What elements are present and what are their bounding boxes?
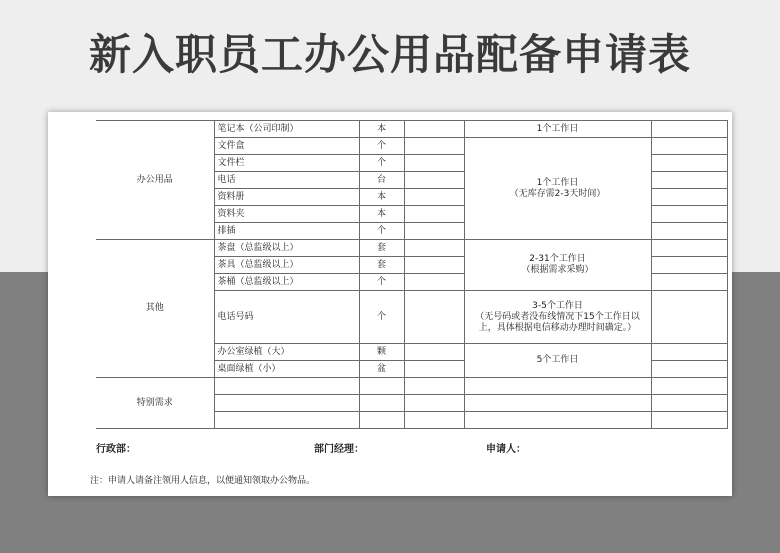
quantity-cell[interactable] <box>404 344 464 361</box>
quantity-cell[interactable] <box>404 378 464 395</box>
quantity-cell[interactable] <box>404 172 464 189</box>
special-unit-cell[interactable] <box>359 395 404 412</box>
remark-cell[interactable] <box>651 274 727 291</box>
remark-cell[interactable] <box>651 138 727 155</box>
quantity-cell[interactable] <box>404 274 464 291</box>
remark-cell[interactable] <box>651 172 727 189</box>
delivery-time-line: 1个工作日 <box>536 177 579 188</box>
remark-cell[interactable] <box>651 189 727 206</box>
quantity-cell[interactable] <box>404 257 464 274</box>
quantity-cell[interactable] <box>404 121 464 138</box>
item-unit: 本 <box>359 189 404 206</box>
item-name: 茶盘（总监级以上） <box>214 240 359 257</box>
quantity-cell[interactable] <box>404 395 464 412</box>
quantity-cell[interactable] <box>404 223 464 240</box>
category-other: 其他 <box>96 240 214 378</box>
item-unit: 套 <box>359 257 404 274</box>
manager-signature-label: 部门经理： <box>314 444 364 455</box>
quantity-cell[interactable] <box>404 189 464 206</box>
item-name: 笔记本（公司印制） <box>214 121 359 138</box>
remark-cell[interactable] <box>651 395 727 412</box>
remark-cell[interactable] <box>651 257 727 274</box>
admin-signature-label: 行政部： <box>96 444 136 455</box>
item-unit: 个 <box>359 138 404 155</box>
item-unit: 本 <box>359 121 404 138</box>
delivery-time <box>464 291 651 344</box>
item-unit: 个 <box>359 223 404 240</box>
category-special: 特别需求 <box>96 378 214 429</box>
quantity-cell[interactable] <box>404 291 464 344</box>
item-name: 文件栏 <box>214 155 359 172</box>
delivery-time <box>464 138 651 240</box>
item-name: 资料册 <box>214 189 359 206</box>
remark-cell[interactable] <box>651 206 727 223</box>
item-unit: 台 <box>359 172 404 189</box>
item-name: 桌面绿植（小） <box>214 361 359 378</box>
applicant-signature-label: 申请人： <box>486 444 526 455</box>
delivery-time-cell[interactable] <box>464 412 651 429</box>
delivery-time: 1个工作日 <box>464 121 651 138</box>
special-item-cell[interactable] <box>214 378 359 395</box>
delivery-time-line: 2-31个工作日 <box>529 254 586 264</box>
delivery-time-cell[interactable] <box>464 378 651 395</box>
delivery-time-note: （无库存需2-3天时间） <box>509 188 606 199</box>
quantity-cell[interactable] <box>404 155 464 172</box>
item-unit: 个 <box>359 274 404 291</box>
quantity-cell[interactable] <box>404 361 464 378</box>
application-table <box>96 120 728 429</box>
remark-cell[interactable] <box>651 378 727 395</box>
quantity-cell[interactable] <box>404 412 464 429</box>
remark-cell[interactable] <box>651 240 727 257</box>
item-name: 文件盒 <box>214 138 359 155</box>
remark-cell[interactable] <box>651 361 727 378</box>
quantity-cell[interactable] <box>404 138 464 155</box>
item-name: 电话号码 <box>214 291 359 344</box>
item-unit: 个 <box>359 155 404 172</box>
quantity-cell[interactable] <box>404 240 464 257</box>
table-row <box>96 240 727 257</box>
table-row <box>96 378 727 395</box>
special-unit-cell[interactable] <box>359 412 404 429</box>
remark-cell[interactable] <box>651 412 727 429</box>
item-unit: 套 <box>359 240 404 257</box>
delivery-time: 5个工作日 <box>464 344 651 378</box>
item-unit: 个 <box>359 291 404 344</box>
form-sheet <box>48 112 732 496</box>
special-unit-cell[interactable] <box>359 378 404 395</box>
item-unit: 本 <box>359 206 404 223</box>
item-unit: 颗 <box>359 344 404 361</box>
remark-cell[interactable] <box>651 155 727 172</box>
category-office: 办公用品 <box>96 121 214 240</box>
remark-cell[interactable] <box>651 223 727 240</box>
item-name: 资料夹 <box>214 206 359 223</box>
delivery-time-line: 3-5个工作日 <box>532 300 583 311</box>
remark-cell[interactable] <box>651 291 727 344</box>
item-unit: 盆 <box>359 361 404 378</box>
delivery-time-cell[interactable] <box>464 395 651 412</box>
table-row <box>96 121 727 138</box>
special-item-cell[interactable] <box>214 395 359 412</box>
delivery-time-note: （根据需求采购） <box>521 265 594 275</box>
page-title: 新入职员工办公用品配备申请表 <box>88 30 691 79</box>
delivery-time <box>464 240 651 291</box>
item-name: 茶具（总监级以上） <box>214 257 359 274</box>
item-name: 办公室绿植（大） <box>214 344 359 361</box>
quantity-cell[interactable] <box>404 206 464 223</box>
delivery-time-note: （无号码或者没布线情况下15个工作日以上，具体根据电信移动办理时间确定。） <box>475 311 640 333</box>
remark-cell[interactable] <box>651 344 727 361</box>
item-name: 排插 <box>214 223 359 240</box>
remark-cell[interactable] <box>651 121 727 138</box>
item-name: 茶桶（总监级以上） <box>214 274 359 291</box>
item-name: 电话 <box>214 172 359 189</box>
footer-note: 注：申请人请备注领用人信息，以便通知领取办公物品。 <box>90 476 316 486</box>
special-item-cell[interactable] <box>214 412 359 429</box>
